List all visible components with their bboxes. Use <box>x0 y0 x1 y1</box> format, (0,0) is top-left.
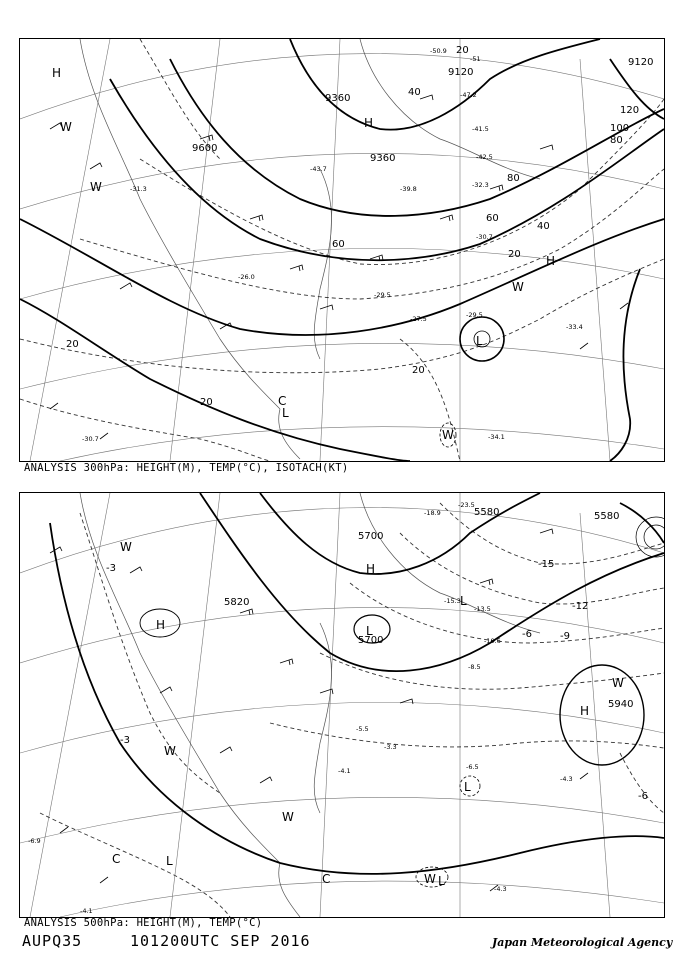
panel-caption-500hpa: ANALYSIS 500hPa: HEIGHT(M), TEMP(°C) <box>24 917 263 929</box>
analysis-500hpa-map <box>19 492 665 918</box>
wind-barb-icon <box>490 185 503 191</box>
temperature-label: -27.5 <box>410 315 427 323</box>
coastline <box>314 169 331 359</box>
temperature-label: -29.5 <box>466 311 483 319</box>
temperature-label: -4.1 <box>338 767 351 775</box>
warm-marker: W <box>60 120 72 134</box>
meridian <box>170 493 220 917</box>
temperature-label: -33.4 <box>566 323 583 331</box>
coastline <box>360 493 540 633</box>
isotherm-label: -15 <box>538 559 555 570</box>
isotach <box>400 339 460 461</box>
wind-barb-icon <box>50 403 58 409</box>
temperature-label: -5.5 <box>356 725 369 733</box>
temperature-label: -43.7 <box>310 165 327 173</box>
isotach-label: 100 <box>610 123 630 134</box>
height-contour <box>610 269 640 461</box>
temperature-label: -31.3 <box>130 185 147 193</box>
height-labels <box>192 57 653 164</box>
coastline <box>279 863 300 917</box>
isotach-label: 60 <box>486 213 499 224</box>
wind-barb-icon <box>620 303 628 309</box>
temperature-label: -47.2 <box>460 91 477 99</box>
wind-barb-icon <box>280 659 293 665</box>
temperature-label: -30.7 <box>82 435 99 443</box>
temperature-label: -6.5 <box>466 763 479 771</box>
isotherm <box>350 583 664 643</box>
isotherm <box>400 533 664 604</box>
temperature-label: -10.6 <box>484 637 501 645</box>
temperature-label: -50.9 <box>430 47 447 55</box>
isotherm-label: -3 <box>120 735 130 746</box>
isotherm-label: -6 <box>638 791 648 802</box>
isotach <box>20 259 664 373</box>
isotach-labels <box>66 45 639 408</box>
system-markers <box>52 66 555 442</box>
temperature-label: -23.5 <box>458 501 475 509</box>
isotherm-label: -3 <box>106 563 116 574</box>
temperature-label: -4.1 <box>80 907 93 915</box>
wind-barb-icon <box>130 567 142 573</box>
wind-barb-icon <box>400 699 413 704</box>
wind-barb-icon <box>580 343 588 349</box>
isotach-label: 20 <box>456 45 469 56</box>
temperature-label: -29.5 <box>374 291 391 299</box>
temperature-label: -30.7 <box>476 233 493 241</box>
wind-barb-icon <box>440 215 453 221</box>
wind-barb-icon <box>90 163 102 169</box>
wind-barb-icon <box>580 773 588 779</box>
height-contours <box>50 493 664 874</box>
isotach-label: 80 <box>610 135 623 146</box>
low-marker: L <box>366 624 373 638</box>
isotherm-label: -6 <box>522 629 532 640</box>
isotach <box>80 169 664 299</box>
wind-barb-icon <box>420 95 433 100</box>
product-code: AUPQ35 <box>22 932 83 950</box>
high-marker: H <box>580 704 590 718</box>
warm-marker: W <box>120 540 132 554</box>
parallel <box>20 702 664 753</box>
wind-barb-icon <box>320 305 333 310</box>
wind-barb-icon <box>50 547 62 553</box>
map-500hpa-svg <box>20 493 664 917</box>
wind-barb-icon <box>290 265 303 271</box>
height-contour <box>20 219 664 335</box>
temperature-label: -51 <box>470 55 481 63</box>
agency-name: Japan Meteorological Agency <box>492 936 673 949</box>
height-label: 9360 <box>370 153 396 164</box>
warm-marker: W <box>442 428 454 442</box>
height-contour <box>50 523 664 874</box>
wind-barb-icon <box>540 145 553 150</box>
height-label: 5940 <box>608 699 634 710</box>
height-label: 5700 <box>358 635 384 646</box>
temperature-label: -34.1 <box>488 433 505 441</box>
parallel <box>20 54 664 119</box>
low-marker: L <box>464 780 471 794</box>
parallel <box>20 508 664 573</box>
wind-barb-icon <box>540 529 553 534</box>
low-marker: L <box>460 594 467 608</box>
temperature-label: -26.0 <box>238 273 255 281</box>
warm-marker: W <box>512 280 524 294</box>
warm-marker: W <box>90 180 102 194</box>
temperature-label: -4.3 <box>494 885 507 893</box>
wind-barb-icon <box>200 135 213 141</box>
isotach-label: 20 <box>412 365 425 376</box>
warm-marker: W <box>164 744 176 758</box>
analysis-300hpa-map <box>19 38 665 462</box>
temperature-label: -4.3 <box>560 775 573 783</box>
wind-barb-icon <box>260 777 272 783</box>
wind-barb-icon <box>120 283 132 289</box>
height-label: 5820 <box>224 597 250 608</box>
temperature-label: -41.5 <box>472 125 489 133</box>
valid-time: 101200UTC SEP 2016 <box>130 932 311 950</box>
parallel <box>20 153 664 209</box>
isotherm-label: -12 <box>572 601 589 612</box>
low-marker: L <box>166 854 173 868</box>
high-marker: H <box>156 618 166 632</box>
isotherm <box>40 813 230 917</box>
height-contour <box>20 299 410 461</box>
high-center-contour <box>560 665 644 765</box>
height-label: 5580 <box>594 511 620 522</box>
isotherm <box>80 513 220 793</box>
meridian <box>580 59 610 461</box>
coastlines <box>80 493 540 917</box>
high-marker: H <box>366 562 376 576</box>
wind-barb-icon <box>100 433 108 439</box>
height-label: 9600 <box>192 143 218 154</box>
temperature-label: -13.5 <box>474 605 491 613</box>
isotach-label: 120 <box>620 105 640 116</box>
isotach-label: 80 <box>507 173 520 184</box>
height-label: 9360 <box>325 93 351 104</box>
parallel <box>60 427 664 461</box>
wind-barbs <box>50 529 588 891</box>
high-marker: H <box>52 66 62 80</box>
parallel <box>60 881 664 917</box>
warm-marker: W <box>612 676 624 690</box>
panel-caption-300hpa: ANALYSIS 300hPa: HEIGHT(M), TEMP(°C), ISOTACH(KT) <box>24 462 349 474</box>
cold-marker: C <box>112 852 121 866</box>
warm-marker: W <box>424 872 436 886</box>
isotach-label: 20 <box>508 249 521 260</box>
height-label: 5580 <box>474 507 500 518</box>
isotherms <box>40 503 664 917</box>
wind-barb-icon <box>250 215 263 221</box>
isotach-label: 20 <box>66 339 79 350</box>
high-marker: H <box>546 254 556 268</box>
system-markers <box>112 540 624 888</box>
cold-marker: C <box>322 872 331 886</box>
isotach-label: 60 <box>332 239 345 250</box>
parallel <box>20 797 664 843</box>
low-marker: L <box>476 334 483 348</box>
map-300hpa-svg <box>20 39 664 461</box>
temperature-label: -15.3 <box>444 597 461 605</box>
isotherm <box>620 753 664 813</box>
temperature-label: -32.3 <box>472 181 489 189</box>
warm-marker: W <box>282 810 294 824</box>
isotherm-label: -9 <box>560 631 570 642</box>
wind-barb-icon <box>100 877 108 883</box>
wind-barb-icon <box>220 747 232 753</box>
isotach <box>140 99 664 265</box>
cold-marker: C <box>278 394 287 408</box>
isotach-label: 20 <box>200 397 213 408</box>
parallel <box>20 343 664 389</box>
isotach-label: 40 <box>537 221 550 232</box>
height-label: 9120 <box>448 67 474 78</box>
temperature-label: -8.5 <box>468 663 481 671</box>
isotach-label: 40 <box>408 87 421 98</box>
wind-barb-icon <box>320 689 333 694</box>
low-marker: L <box>438 874 445 888</box>
temperature-label: -3.3 <box>384 743 397 751</box>
low-marker: L <box>282 406 289 420</box>
high-marker: H <box>364 116 374 130</box>
height-label: 9120 <box>628 57 654 68</box>
isotach <box>20 399 270 461</box>
height-label: 5700 <box>358 531 384 542</box>
temperature-label: -6.9 <box>28 837 41 845</box>
height-contour <box>110 79 664 260</box>
wind-barb-icon <box>160 687 172 693</box>
temperature-label: -42.5 <box>476 153 493 161</box>
temperature-label: -39.8 <box>400 185 417 193</box>
temperature-label: -18.9 <box>424 509 441 517</box>
wind-barb-icon <box>480 579 493 585</box>
